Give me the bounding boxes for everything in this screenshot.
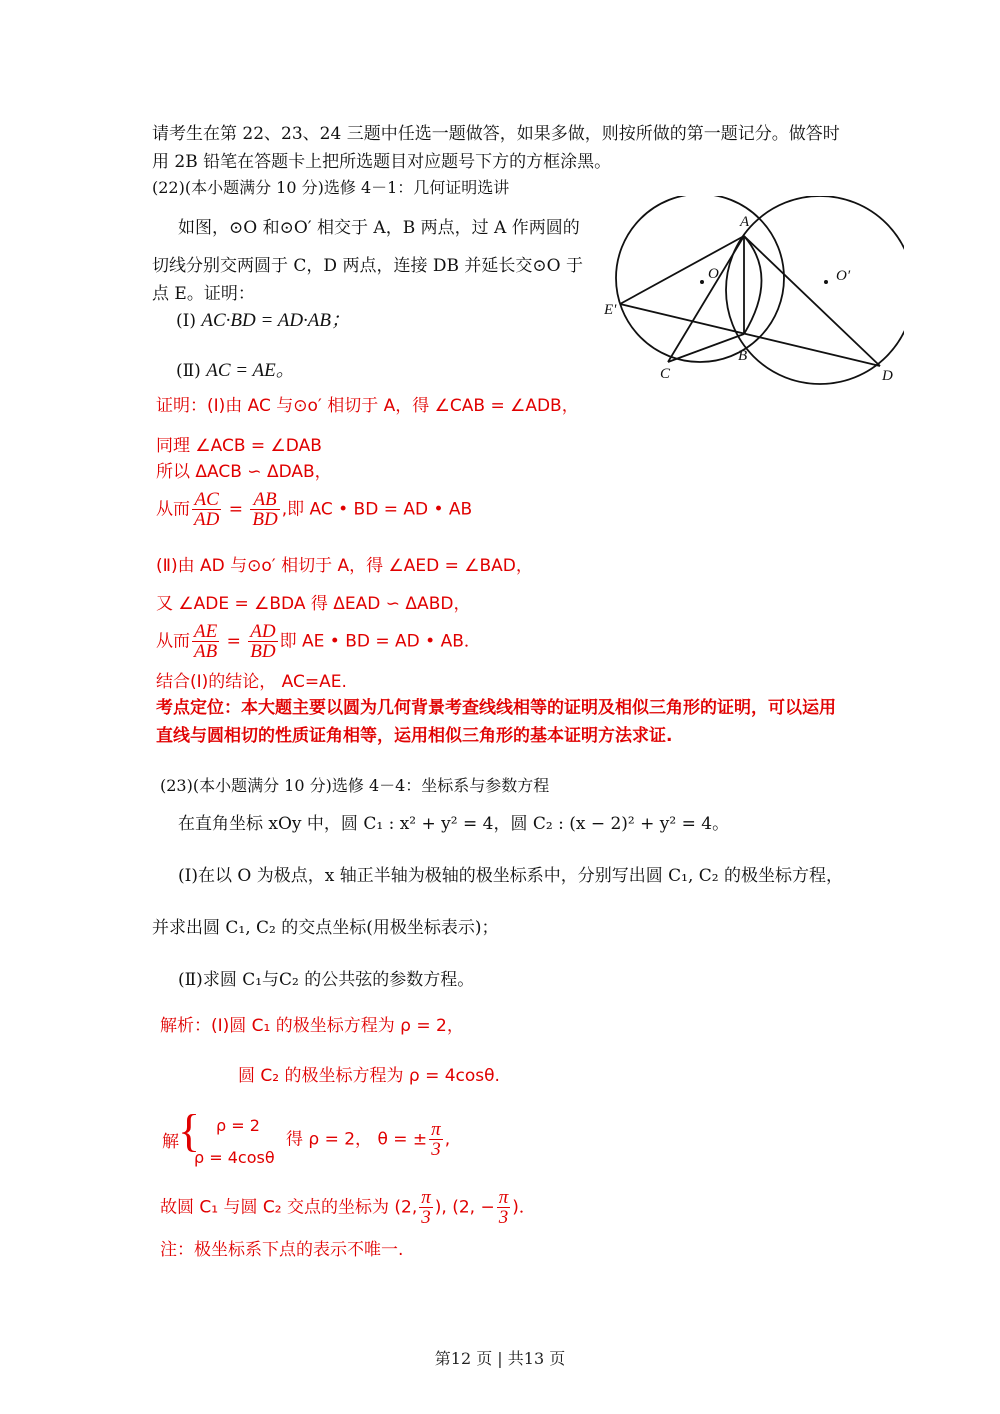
fraction-denominator: 3 bbox=[431, 1139, 441, 1160]
q22-key-point-2: 直线与圆相切的性质证角相等，运用相似三角形的基本证明方法求证. bbox=[156, 726, 673, 746]
q23-sol-3-text: 得 ρ = 2， θ = ± bbox=[286, 1129, 428, 1150]
q23-sol-3: 得 ρ = 2， θ = ± $\frac{\pi}{3}$ , bbox=[286, 1119, 451, 1160]
fraction-numerator: AC bbox=[192, 490, 221, 510]
q22-sol-8: 结合(Ⅰ)的结论， AC=AE. bbox=[156, 672, 347, 692]
fraction-denominator: 3 bbox=[421, 1207, 431, 1228]
q22-part-2 bbox=[176, 360, 295, 383]
q22-stem-3: 点 E。证明： bbox=[152, 284, 255, 304]
label-o: O bbox=[708, 266, 719, 282]
q22-sol-7-prefix: 从而 bbox=[156, 631, 190, 652]
label-b: B bbox=[738, 348, 748, 364]
label-a: A bbox=[740, 214, 750, 230]
q22-part-2-math: AC = AE。 bbox=[206, 360, 295, 381]
q22-part-1-label: (Ⅰ) bbox=[176, 311, 196, 331]
fraction-numerator: π bbox=[498, 1187, 509, 1208]
fraction-ab-bd bbox=[250, 490, 279, 529]
fraction-numerator: AE bbox=[194, 621, 218, 642]
fraction-numerator: AB bbox=[250, 490, 279, 510]
fraction-pi-3-a bbox=[419, 1188, 433, 1227]
q22-sol-4-prefix: 从而 bbox=[156, 499, 190, 520]
q22-sol-3: 所以 ΔACB ∽ ΔDAB， bbox=[156, 462, 332, 482]
fraction-numerator: π bbox=[431, 1119, 441, 1140]
fraction-numerator: π bbox=[421, 1187, 431, 1208]
q23-part-1b: 并求出圆 C₁, C₂ 的交点坐标(用极坐标表示)； bbox=[152, 918, 499, 938]
q22-key-point-1: 考点定位：本大题主要以圆为几何背景考查线线相等的证明及相似三角形的证明，可以运用 bbox=[156, 698, 836, 718]
q23-part-2: (Ⅱ)求圆 C₁与C₂ 的公共弦的参数方程。 bbox=[178, 970, 475, 990]
q23-sol-4-suffix: )． bbox=[512, 1197, 536, 1218]
q23-sol-4 bbox=[160, 1188, 536, 1227]
q22-sol-7-suffix: 即 AE • BD = AD • AB． bbox=[279, 631, 481, 652]
fraction-ac-ad bbox=[192, 490, 221, 529]
page-footer: 第12 页 | 共13 页 bbox=[434, 1349, 566, 1368]
q22-stem-1: 如图，⊙O 和⊙O′ 相交于 A，B 两点，过 A 作两圆的 bbox=[178, 218, 580, 238]
fraction-numerator: AD bbox=[250, 621, 276, 642]
q23-sol-2: 圆 C₂ 的极坐标方程为 ρ = 4cosθ. bbox=[238, 1066, 500, 1086]
q22-stem-2: 切线分别交两圆于 C，D 两点，连接 DB 并延长交⊙O 于 bbox=[152, 256, 583, 276]
q23-header: (23)(本小题满分 10 分)选修 4－4：坐标系与参数方程 bbox=[160, 776, 550, 795]
q22-sol-7: 从而 $\frac{AE}{AB}$ = $\frac{AD}{BD}$ 即 AE • BD = AD • AB． bbox=[156, 621, 481, 662]
q23-note: 注：极坐标系下点的表示不唯一. bbox=[160, 1240, 404, 1260]
q23-sol-4-middle: ), (2, − bbox=[434, 1197, 495, 1218]
fraction-pi-3 bbox=[429, 1120, 443, 1159]
geometry-diagram bbox=[604, 196, 904, 392]
segment-cb bbox=[668, 334, 744, 362]
label-c: C bbox=[660, 366, 671, 382]
q22-sol-4: 从而 $\frac{AC}{AD}$ = $\frac{AB}{BD}$ ,即 AC • BD = AD • AB bbox=[156, 489, 473, 530]
q22-sol-1: 证明：(Ⅰ)由 AC 与⊙o′ 相切于 A，得 ∠CAB = ∠ADB， bbox=[156, 396, 579, 416]
circle-o-prime bbox=[726, 196, 904, 384]
segment-ed bbox=[620, 304, 880, 366]
fraction-denominator: BD bbox=[252, 509, 278, 530]
q22-sol-5: (Ⅱ)由 AD 与⊙o′ 相切于 A，得 ∠AED = ∠BAD， bbox=[156, 556, 533, 576]
label-e: E' bbox=[604, 302, 617, 318]
center-o-prime-dot bbox=[824, 280, 828, 284]
segment-ad bbox=[744, 236, 880, 366]
intro-line-2: 用 2B 铅笔在答题卡上把所选题目对应题号下方的方框涂黑。 bbox=[152, 152, 612, 172]
q22-sol-4-suffix: ,即 AC • BD = AD • AB bbox=[281, 499, 473, 520]
q22-part-1-math: AC·BD = AD·AB； bbox=[201, 310, 351, 331]
center-o-dot bbox=[700, 280, 704, 284]
intro-line-1: 请考生在第 22、23、24 三题中任选一题做答，如果多做，则按所做的第一题记分。做答时 bbox=[152, 124, 840, 144]
q22-part-2-label: (Ⅱ) bbox=[176, 361, 201, 381]
q23-sol-3-prefix: 解 bbox=[162, 1132, 179, 1152]
fraction-denominator: AD bbox=[194, 509, 220, 530]
label-d: D bbox=[882, 368, 893, 384]
q22-sol-2: 同理 ∠ACB = ∠DAB bbox=[156, 436, 322, 456]
fraction-pi-3-b bbox=[497, 1188, 511, 1227]
fraction-denominator: BD bbox=[250, 641, 276, 662]
label-o-prime: O′ bbox=[836, 268, 851, 284]
q23-system-eq-1: ρ = 2 bbox=[216, 1116, 260, 1135]
q23-sol-4-prefix: 故圆 C₁ 与圆 C₂ 交点的坐标为 (2, bbox=[160, 1197, 418, 1218]
fraction-ae-ab bbox=[192, 622, 219, 661]
fraction-denominator: AB bbox=[194, 641, 218, 662]
fraction-ad-bd bbox=[248, 622, 277, 661]
left-brace: { bbox=[178, 1105, 201, 1156]
q23-stem: 在直角坐标 xOy 中，圆 C₁ : x² + y² = 4，圆 C₂ : (x − 2)² + y² = 4。 bbox=[178, 814, 730, 834]
q23-system-eq-2: ρ = 4cosθ bbox=[194, 1148, 275, 1167]
fraction-denominator: 3 bbox=[498, 1207, 509, 1228]
q23-sol-1: 解析：(Ⅰ)圆 C₁ 的极坐标方程为 ρ = 2， bbox=[160, 1016, 464, 1036]
q22-header: (22)(本小题满分 10 分)选修 4－1：几何证明选讲 bbox=[152, 178, 510, 197]
q22-sol-6: 又 ∠ADE = ∠BDA 得 ΔEAD ∽ ΔABD， bbox=[156, 594, 471, 614]
q22-part-1 bbox=[176, 310, 350, 333]
segment-ac bbox=[668, 236, 744, 362]
q23-part-1a: (Ⅰ)在以 O 为极点，x 轴正半轴为极轴的极坐标系中，分别写出圆 C₁, C₂ 的极坐标方程， bbox=[178, 866, 843, 886]
